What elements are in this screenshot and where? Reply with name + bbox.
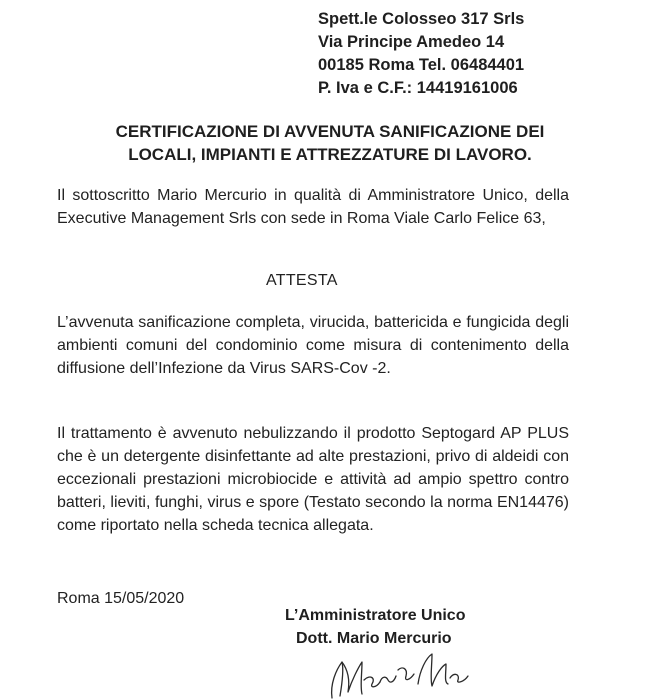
- title-line-2: LOCALI, IMPIANTI E ATTREZZATURE DI LAVORO.: [128, 145, 532, 164]
- attestation-paragraph: L’avvenuta sanificazione completa, virucida, battericida e fungicida degli ambienti comuni del condominio come misura di contenimento della diffusione dell’Infezione da Virus SARS-Cov -2.: [57, 314, 569, 377]
- recipient-city-phone: 00185 Roma Tel. 06484401: [318, 56, 525, 74]
- handwritten-signature: [318, 640, 478, 700]
- title-line-1: CERTIFICAZIONE DI AVVENUTA SANIFICAZIONE DEI: [115, 122, 545, 141]
- treatment-paragraph: Il trattamento è avvenuto nebulizzando il prodotto Septogard AP PLUS che è un detergente disinfettante ad alte prestazioni, privo di aldeidi con eccezionali prestazioni microbiocide e attività ad ampio spettro contro batteri, lieviti, funghi, virus e spore (Testato secondo la norma EN14476) come riportato nella scheda tecnica allegata.: [57, 425, 569, 534]
- recipient-street: Via Principe Amedeo 14: [318, 33, 505, 51]
- recipient-address-block: [318, 8, 524, 100]
- recipient-name: Spett.le Colosseo 317 Srls: [318, 10, 525, 28]
- recipient-vat: P. Iva e C.F.: 14419161006: [318, 79, 518, 97]
- intro-paragraph: Il sottoscritto Mario Mercurio in qualità di Amministratore Unico, della Executive Management Srls con sede in Roma Viale Carlo Felice 63,: [57, 187, 569, 227]
- signatory-role: L’Amministratore Unico: [285, 607, 466, 624]
- place-date: Roma 15/05/2020: [57, 590, 185, 607]
- document-title: [30, 120, 630, 166]
- signatory-name: Dott. Mario Mercurio: [296, 630, 452, 647]
- attesta-heading: ATTESTA: [266, 272, 338, 289]
